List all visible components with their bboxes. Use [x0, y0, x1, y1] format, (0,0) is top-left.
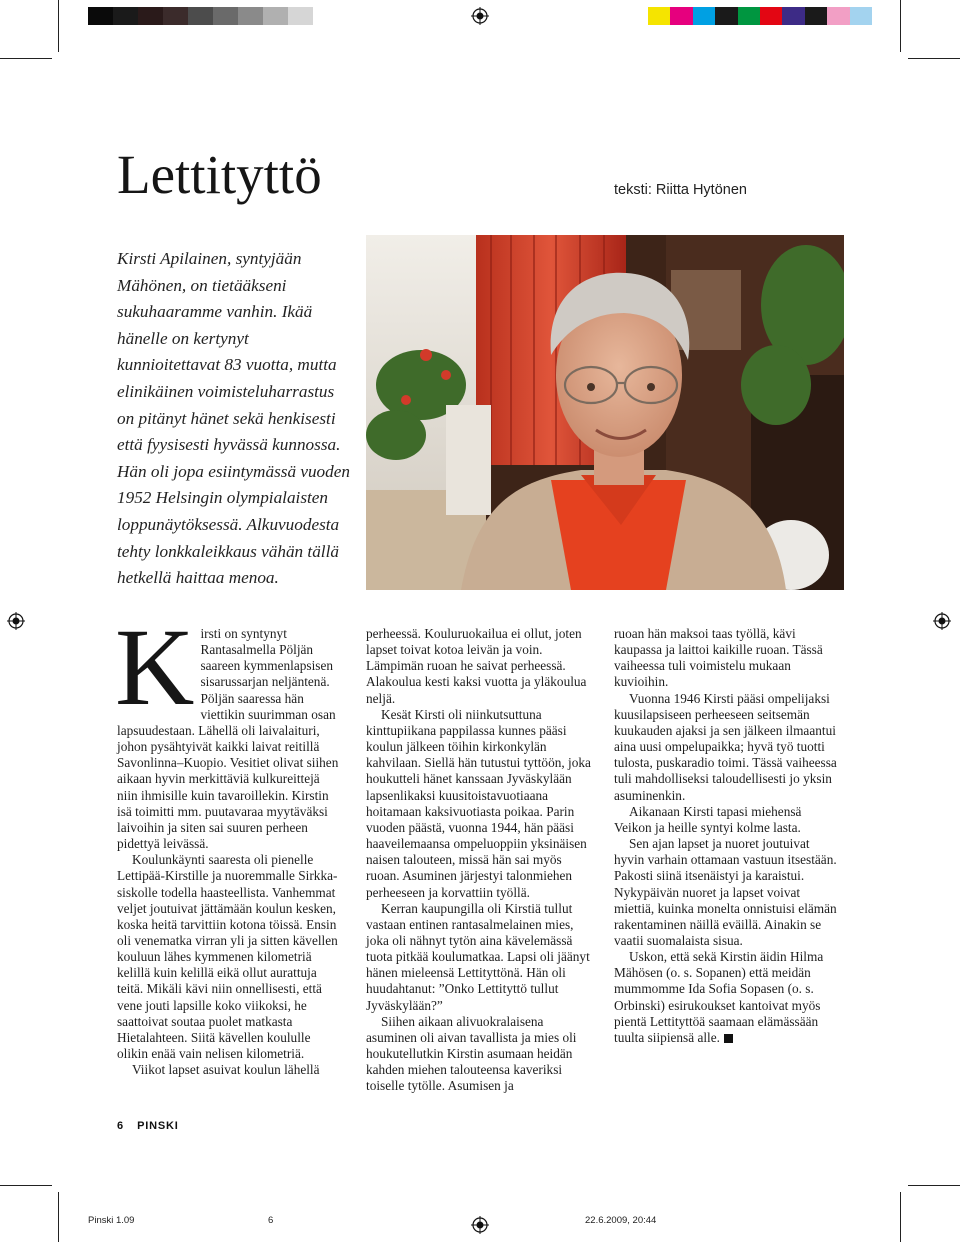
article-column-1: [115, 606, 343, 1078]
article-byline: teksti: Riitta Hytönen: [614, 182, 747, 198]
page-number: 6: [117, 1120, 124, 1132]
body-paragraph: Kesät Kirsti oli niinkutsuttuna kinttupiikana pappilassa kunnes pääsi koulun jälkeen töihin kirkonkylän kahvilaan. Siellä hän tutustui tyttöön, joka houkutteli hänet kanssaan Jyväskylään lapsenlikaksi kuusitoistavuotiaana hoitamaan kaksivuotiasta poikaa. Parin vuoden päästä, vuonna 1944, hän pääsi haaveilemaansa ompeluoppiin yksinäisen naisen talouteen, missä hän sai myös ruoan. Asuminen järjestyi talonmiehen perheeseen ja korvattiin työllä.: [366, 706, 591, 900]
cmyk-calibration-bar: [648, 7, 872, 25]
article-column-3: [614, 626, 842, 1046]
slug-datetime: 22.6.2009, 20:44: [585, 1215, 657, 1226]
portrait-photo: [366, 235, 844, 590]
registration-mark-icon: [7, 612, 25, 630]
body-paragraph: ruoan hän maksoi taas työllä, kävi kaupassa ja laittoi kaikille ruoan. Tässä vaiheessa tuli voimistelu mukaan kuvioihin.: [614, 626, 823, 690]
article-lead: Kirsti Apilainen, syntyjään Mähönen, on tietääkseni sukuhaaramme vanhin. Ikää hänelle on kertynyt kunnioitettavat 83 vuotta, mutta elinikäinen voimisteluharrastus on pitänyt hänet sekä henkisesti että fyysisesti hyvässä kunnossa. Hän oli jopa esiintymässä vuoden 1952 Helsingin olympialaisten loppunäytöksessä. Alkuvuodesta tehty lonkkaleikkaus vähän tällä hetkellä haittaa menoa.: [117, 249, 350, 588]
grayscale-calibration-bar: [88, 7, 313, 25]
article-column-2: [366, 626, 594, 1095]
registration-mark-icon: [471, 7, 489, 25]
slug-page: 6: [268, 1215, 274, 1226]
crop-mark: [900, 1192, 901, 1242]
body-paragraph: perheessä. Kouluruokailua ei ollut, joten lapset toivat kotoa leivän ja voin. Lämpimän ruoan he saivat perheessä. Alakoulua kesti kaksi vuotta ja yläkoulua neljä.: [366, 626, 587, 706]
crop-mark: [908, 58, 960, 59]
drop-cap: K: [115, 606, 195, 728]
registration-mark-icon: [933, 612, 951, 630]
body-paragraph: Kerran kaupungilla oli Kirstiä tullut vastaan entinen rantasalmelainen mies, joka oli nähnyt tytön aina kävelemässä tuota pitkää koulumatkaa. Lapsi oli jäänyt hänen mieleensä Lettityttönä. Hän oli huudahtanut: ”Onko Lettityttö tullut Jyväskylään?”: [366, 900, 590, 1013]
paragraph-text: irsti on syntynyt Rantasalmella Pöljän saareen kymmenlapsisen sisarussarjan neljäntenä. Pöljän saaressa hän viettikin suurimman osan lapsuudestaan. Lähellä oli laivalaituri, johon pysähtyivät kaikki laivat reitillä Savonlinna–Kuopio. Vesitiet olivat siihen aikaan hyvin merkittäviä kulkureittejä niin ihmisille kuin tavaroillekin. Kirstin isä toimitti mm. puutavaraa myytäväksi laivoihin ja siten sai suuren perheen pidettyä leivässä.: [117, 626, 339, 852]
crop-mark: [0, 58, 52, 59]
paragraph-text: Uskon, että sekä Kirstin äidin Hilma Mähösen (o. s. Sopanen) että meidän mummomme Ida Sofia Sopasen (o. s. Orbinski) esirukoukset kantoivat myös pientä Lettityttöä saamaan elämässään tuulta siipiensä alle.: [614, 949, 824, 1045]
article-title: Lettityttö: [117, 144, 322, 205]
body-paragraph: [614, 949, 842, 1046]
body-paragraph: [115, 606, 343, 852]
page-folio: [117, 1120, 179, 1132]
body-paragraph: Sen ajan lapset ja nuoret joutuivat hyvin varhain ottamaan vastuun itsestään. Pakosti siinä itsenäistyi ja karaistui. Nykypäivän nuoret ja lapset voivat miettiä, kuinka monelta onnistuisi elämän rakentaminen näillä eväillä. Ainakin se vaatii suomalaista sisua.: [614, 836, 837, 948]
crop-mark: [58, 0, 59, 52]
end-of-article-icon: [724, 1034, 733, 1043]
magazine-name: PINSKI: [137, 1120, 179, 1132]
crop-mark: [58, 1192, 59, 1242]
body-paragraph: Vuonna 1946 Kirsti pääsi ompelijaksi kuusilapsiseen perheeseen seitsemän kuukauden ajaksi ja sen jälkeen ilmaantui aina uusi ompelupaikka; hyvä työ tuotti tulosta, puskaradio toimi. Tässä vaiheessa tuli mahdolliseksi taloudellisesti jo yksin asuminenkin.: [614, 690, 837, 803]
body-paragraph: Koulunkäynti saaresta oli pienelle Lettipää-Kirstille ja nuoremmalle Sirkka-siskolle todella haasteellista. Vanhemmat veljet joutuivat jättämään koulun kesken, koska heitä tarvittiin kotona töissä. Ensin oli venematka virran yli ja sitten kävellen kouluun lähes kymmenen kilometriä kelillä kuin kelillä eikä ollut aurattuja teitä. Mikäli kävi niin onnellisesti, että vene jouti lapsille koko viikoksi, he saattoivat soutaa puolet matkasta Hietalahteen. Siitä kävellen koululle olikin enää vain nelisen kilometriä.: [117, 852, 338, 1062]
crop-mark: [900, 0, 901, 52]
crop-mark: [908, 1185, 960, 1186]
crop-mark: [0, 1185, 52, 1186]
body-paragraph: Viikot lapset asuivat koulun lähellä: [132, 1062, 320, 1078]
body-paragraph: Aikanaan Kirsti tapasi miehensä Veikon ja heille syntyi kolme lasta.: [614, 803, 802, 835]
registration-mark-icon: [471, 1216, 489, 1234]
body-paragraph: Siihen aikaan alivuokralaisena asuminen oli aivan tavallista ja mies oli houkutellutkin Kirstin asumaan heidän kahden miehen talouteensa kaveriksi toiselle tytölle. Asumisen ja: [366, 1013, 577, 1094]
slug-filename: Pinski 1.09: [88, 1215, 135, 1226]
